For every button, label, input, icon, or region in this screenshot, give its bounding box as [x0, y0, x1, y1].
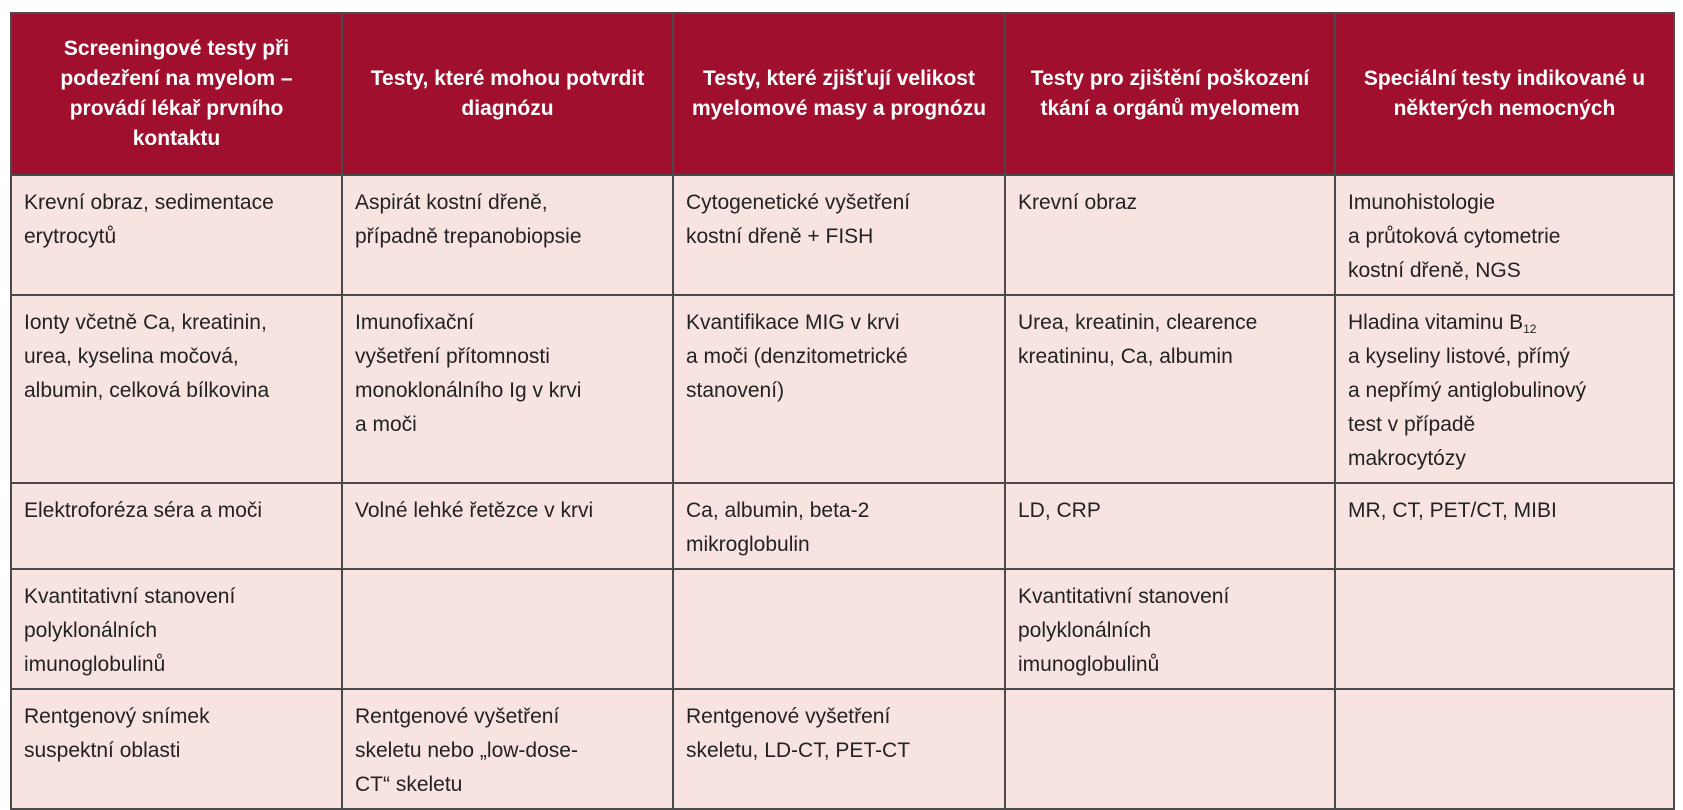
table-cell [11, 569, 342, 689]
cell-text: Imunofixační vyšetření přítomnosti monoklonálního Ig v krvi a moči [355, 311, 582, 436]
cell-text: Kvantifikace MIG v krvi a moči (denzitometrické stanovení) [686, 311, 908, 402]
cell-text: Rentgenové vyšetření skeletu nebo „low-dose- CT“ skeletu [355, 705, 578, 796]
table-cell [1335, 483, 1674, 569]
table-cell [673, 483, 1005, 569]
table-row [11, 295, 1674, 483]
table-cell [11, 175, 342, 295]
cell-text: Kvantitativní stanovení polyklonálních imunoglobulinů [1018, 585, 1230, 676]
myeloma-tests-table [10, 12, 1675, 810]
table-cell [673, 569, 1005, 689]
table-cell [11, 689, 342, 809]
table-cell [673, 295, 1005, 483]
table-cell [1005, 569, 1335, 689]
table-row [11, 689, 1674, 809]
table-cell [1335, 569, 1674, 689]
table-cell [1005, 295, 1335, 483]
table-cell [1005, 689, 1335, 809]
table-cell [1005, 175, 1335, 295]
cell-text: LD, CRP [1018, 499, 1101, 522]
cell-text: Ca, albumin, beta-2 mikroglobulin [686, 499, 870, 556]
header-screening-tests: Screeningové testy při podezření na myelom – provádí lékař prvního kontaktu [11, 13, 342, 175]
table-cell [673, 689, 1005, 809]
cell-text: MR, CT, PET/CT, MIBI [1348, 499, 1557, 522]
vitamin-subscript: 12 [1523, 322, 1537, 336]
cell-text: Volné lehké řetězce v krvi [355, 499, 594, 522]
cell-text: Cytogenetické vyšetření kostní dřeně + FISH [686, 191, 911, 248]
header-confirm-diagnosis: Testy, které mohou potvrdit diagnózu [342, 13, 673, 175]
table-cell [1335, 689, 1674, 809]
vitamin-rest: a kyseliny listové, přímý a nepřímý antiglobulinový test v případě makrocytózy [1348, 345, 1587, 470]
table-cell [342, 569, 673, 689]
table-row [11, 483, 1674, 569]
table-cell [673, 175, 1005, 295]
header-special-tests: Speciální testy indikované u některých nemocných [1335, 13, 1674, 175]
table-cell [342, 175, 673, 295]
cell-text: Imunohistologie a průtoková cytometrie kostní dřeně, NGS [1348, 191, 1561, 282]
tests-table-container [10, 12, 1673, 810]
table-cell [342, 483, 673, 569]
header-organ-damage: Testy pro zjištění poškození tkání a orgánů myelomem [1005, 13, 1335, 175]
cell-text: Kvantitativní stanovení polyklonálních imunoglobulinů [24, 585, 236, 676]
cell-text: Elektroforéza séra a moči [24, 499, 263, 522]
table-cell [342, 689, 673, 809]
cell-text: Aspirát kostní dřeně, případně trepanobiopsie [355, 191, 582, 248]
header-myeloma-mass-prognosis: Testy, které zjišťují velikost myelomové masy a prognózu [673, 13, 1005, 175]
cell-text: Krevní obraz [1018, 191, 1138, 214]
table-cell [342, 295, 673, 483]
table-cell [11, 295, 342, 483]
table-cell [1335, 295, 1674, 483]
table-cell [11, 483, 342, 569]
vitamin-cell-text [1348, 306, 1663, 476]
table-row [11, 569, 1674, 689]
cell-text: Urea, kreatinin, clearence kreatininu, Ca, albumin [1018, 311, 1258, 368]
cell-text: Rentgenový snímek suspektní oblasti [24, 705, 210, 762]
table-row [11, 175, 1674, 295]
cell-text: Rentgenové vyšetření skeletu, LD-CT, PET-CT [686, 705, 911, 762]
vitamin-label: Hladina vitaminu B [1348, 311, 1524, 334]
table-cell [1335, 175, 1674, 295]
cell-text: Krevní obraz, sedimentace erytrocytů [24, 191, 274, 248]
cell-text: Ionty včetně Ca, kreatinin, urea, kyselina močová, albumin, celková bílkovina [24, 311, 270, 402]
table-header-row [11, 13, 1674, 175]
table-cell [1005, 483, 1335, 569]
